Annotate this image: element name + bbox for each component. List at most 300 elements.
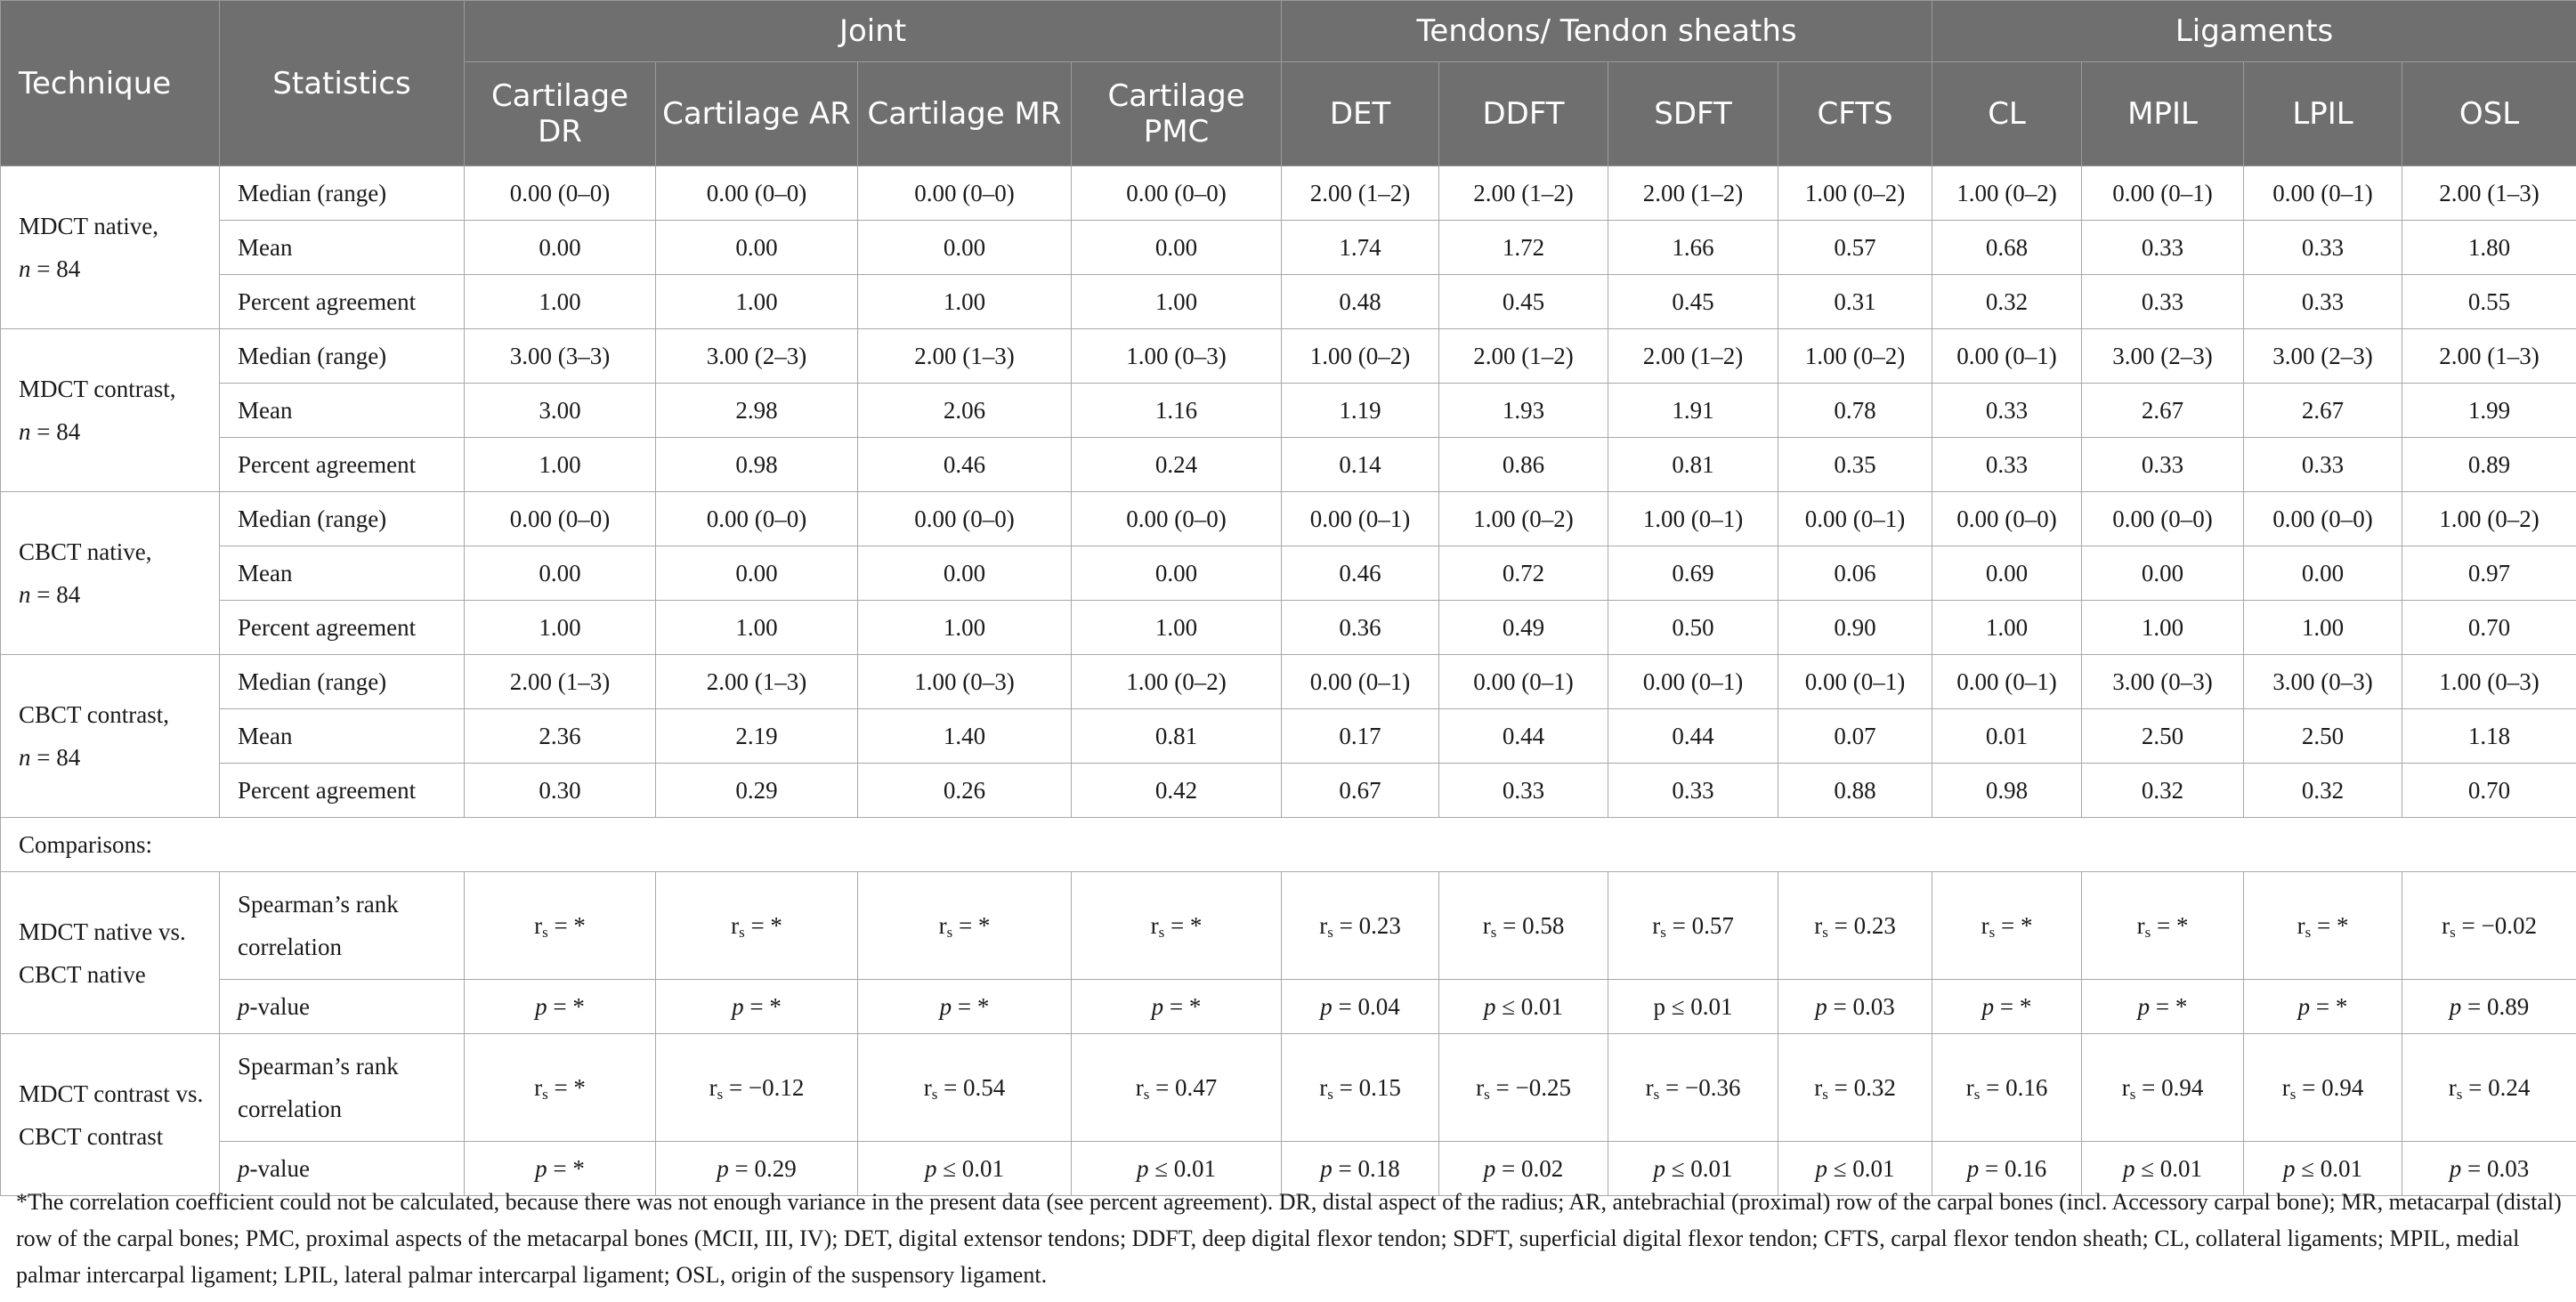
- rs-subscript: s: [1660, 924, 1666, 941]
- data-cell: 0.46: [858, 438, 1072, 492]
- rs-symbol: r: [1482, 912, 1491, 939]
- rs-symbol: r: [534, 912, 543, 939]
- rs-value: = 0.94: [2135, 1074, 2204, 1101]
- technique-label: CBCT contrast,: [19, 701, 170, 728]
- data-cell: 0.98: [1932, 764, 2082, 818]
- rs-value: = 0.58: [1496, 912, 1565, 939]
- statistic-label: Spearman’s rank correlation: [220, 872, 465, 980]
- rs-symbol: r: [2448, 1074, 2457, 1101]
- technique-cell: [1, 329, 220, 492]
- rs-symbol: r: [2121, 1074, 2130, 1101]
- data-cell: 0.45: [1608, 275, 1778, 329]
- statistic-label: [220, 980, 465, 1034]
- data-cell: 0.29: [656, 764, 858, 818]
- p-value-cell: [858, 980, 1072, 1034]
- data-cell: 1.00: [1932, 601, 2082, 655]
- technique-label: MDCT contrast,: [19, 376, 176, 402]
- data-cell: 1.80: [2402, 221, 2576, 275]
- data-cell: 0.78: [1778, 384, 1932, 438]
- rs-subscript: s: [2456, 1086, 2463, 1103]
- data-cell: 1.00: [1072, 601, 1282, 655]
- data-cell: 1.00: [1072, 275, 1282, 329]
- data-cell: 0.50: [1608, 601, 1778, 655]
- data-cell: 0.98: [656, 438, 858, 492]
- data-cell: 0.88: [1778, 764, 1932, 818]
- data-cell: 1.00 (0–2): [1778, 166, 1932, 221]
- data-cell: 1.00: [465, 438, 656, 492]
- correlation-cell: [2082, 1034, 2244, 1142]
- sample-size-value: = 84: [30, 418, 81, 445]
- rs-subscript: s: [739, 924, 745, 941]
- statistic-label: Median (range): [220, 329, 465, 384]
- correlation-cell: [1932, 1034, 2082, 1142]
- correlation-cell: [2244, 872, 2402, 980]
- data-cell: 0.44: [1439, 709, 1608, 764]
- data-cell: 0.07: [1778, 709, 1932, 764]
- data-cell: 1.00: [858, 275, 1072, 329]
- data-cell: 0.33: [2082, 275, 2244, 329]
- data-cell: 0.33: [2082, 221, 2244, 275]
- p-symbol: p: [2122, 1155, 2135, 1182]
- column-header: DET: [1282, 62, 1439, 166]
- rs-subscript: s: [946, 924, 953, 941]
- p-value: = 0.89: [2461, 993, 2530, 1020]
- data-cell: 0.70: [2402, 601, 2576, 655]
- data-cell: 1.00 (0–2): [1778, 329, 1932, 384]
- rs-symbol: r: [1150, 912, 1159, 939]
- statistic-label: Median (range): [220, 655, 465, 709]
- comparisons-row: [1, 818, 2576, 872]
- p-symbol: p: [1483, 993, 1496, 1020]
- data-cell: 2.98: [656, 384, 858, 438]
- data-cell: 3.00 (0–3): [2082, 655, 2244, 709]
- p-symbol: p: [1653, 1155, 1665, 1182]
- table-row: [1, 438, 2576, 492]
- data-cell: 0.00: [858, 546, 1072, 601]
- rs-value: = *: [952, 912, 991, 939]
- data-cell: 1.00 (0–2): [2402, 492, 2576, 546]
- data-cell: 1.00: [2244, 601, 2402, 655]
- data-cell: 1.00 (0–3): [858, 655, 1072, 709]
- rs-value: = *: [2311, 912, 2349, 939]
- rs-subscript: s: [1490, 924, 1497, 941]
- column-header: Cartilage MR: [858, 62, 1072, 166]
- p-value-cell: [2244, 980, 2402, 1034]
- data-cell: 2.50: [2082, 709, 2244, 764]
- column-header: OSL: [2402, 62, 2576, 166]
- data-cell: 3.00: [465, 384, 656, 438]
- p-value-cell: [1072, 980, 1282, 1034]
- column-header: SDFT: [1608, 62, 1778, 166]
- p-symbol: p: [924, 1155, 937, 1182]
- table-row: [1, 221, 2576, 275]
- sample-size-value: = 84: [30, 581, 81, 608]
- data-cell: 2.36: [465, 709, 656, 764]
- data-cell: 0.00: [656, 221, 858, 275]
- sample-size-symbol: n: [19, 744, 31, 771]
- correlation-cell: [858, 872, 1072, 980]
- rs-value: = −0.36: [1659, 1074, 1741, 1101]
- data-cell: 0.00 (0–1): [1778, 655, 1932, 709]
- correlation-cell: [1282, 872, 1439, 980]
- data-cell: 0.32: [2244, 764, 2402, 818]
- data-cell: 0.00 (0–1): [1282, 655, 1439, 709]
- correlation-cell: [2402, 872, 2576, 980]
- rs-value: = 0.57: [1665, 912, 1734, 939]
- data-cell: 0.35: [1778, 438, 1932, 492]
- technique-cell: [1, 655, 220, 818]
- rs-value: = 0.32: [1827, 1074, 1896, 1101]
- data-cell: 0.33: [1932, 384, 2082, 438]
- p-value: = 0.16: [1979, 1155, 2047, 1182]
- data-cell: 2.19: [656, 709, 858, 764]
- data-cell: 0.33: [2244, 275, 2402, 329]
- correlation-cell: [2402, 1034, 2576, 1142]
- p-value: ≤ 0.01: [1665, 993, 1733, 1020]
- rs-subscript: s: [931, 1086, 938, 1103]
- p-value: ≤ 0.01: [1665, 1155, 1733, 1182]
- p-value: ≤ 0.01: [936, 1155, 1005, 1182]
- data-cell: 2.00 (1–2): [1439, 166, 1608, 221]
- technique-label: CBCT native,: [19, 538, 152, 565]
- correlation-cell: [1439, 1034, 1608, 1142]
- table-row: [1, 275, 2576, 329]
- data-cell: 0.00 (0–1): [1778, 492, 1932, 546]
- p-value-cell: [2082, 980, 2244, 1034]
- column-header: LPIL: [2244, 62, 2402, 166]
- data-cell: 0.42: [1072, 764, 1282, 818]
- data-cell: 1.00: [465, 601, 656, 655]
- correlation-cell: [1439, 872, 1608, 980]
- data-cell: 2.00 (1–3): [858, 329, 1072, 384]
- rs-symbol: r: [2442, 912, 2450, 939]
- data-cell: 0.00: [2244, 546, 2402, 601]
- p-value: ≤ 0.01: [2135, 1155, 2203, 1182]
- rs-subscript: s: [1822, 1086, 1828, 1103]
- data-cell: 0.26: [858, 764, 1072, 818]
- header-group-ligaments: Ligaments: [1932, 1, 2576, 62]
- rs-subscript: s: [1653, 1086, 1660, 1103]
- data-cell: 0.57: [1778, 221, 1932, 275]
- data-cell: 1.00 (0–1): [1608, 492, 1778, 546]
- statistic-label: Median (range): [220, 492, 465, 546]
- p-value-cell: [1932, 980, 2082, 1034]
- p-symbol: p: [2137, 993, 2151, 1020]
- p-value-cell: [465, 980, 656, 1034]
- rs-subscript: s: [1143, 1086, 1150, 1103]
- correlation-cell: [1072, 1034, 1282, 1142]
- rs-symbol: r: [1319, 912, 1328, 939]
- data-cell: 0.86: [1439, 438, 1608, 492]
- data-cell: 2.00 (1–2): [1608, 329, 1778, 384]
- rs-symbol: r: [938, 912, 947, 939]
- statistic-label: Mean: [220, 709, 465, 764]
- rs-symbol: r: [534, 1074, 543, 1101]
- table-row: [1, 384, 2576, 438]
- data-cell: 0.81: [1608, 438, 1778, 492]
- header-statistics: Statistics: [220, 1, 465, 166]
- p-value: = *: [547, 1155, 585, 1182]
- rs-value: = 0.15: [1333, 1074, 1401, 1101]
- correlation-cell: [656, 872, 858, 980]
- rs-symbol: r: [1981, 912, 1989, 939]
- data-cell: 0.14: [1282, 438, 1439, 492]
- rs-symbol: r: [923, 1074, 932, 1101]
- table-row: [1, 329, 2576, 384]
- rs-subscript: s: [542, 924, 548, 941]
- data-cell: 0.00: [858, 221, 1072, 275]
- data-cell: 3.00 (2–3): [2082, 329, 2244, 384]
- rs-symbol: r: [1135, 1074, 1144, 1101]
- data-cell: 0.00 (0–0): [656, 166, 858, 221]
- rs-symbol: r: [1814, 912, 1823, 939]
- statistic-label: Percent agreement: [220, 601, 465, 655]
- column-header: Cartilage DR: [465, 62, 656, 166]
- data-cell: 0.68: [1932, 221, 2082, 275]
- rs-symbol: r: [709, 1074, 717, 1101]
- data-cell: 0.90: [1778, 601, 1932, 655]
- data-cell: 0.00: [465, 221, 656, 275]
- correlation-cell: [1778, 872, 1932, 980]
- data-cell: 0.67: [1282, 764, 1439, 818]
- data-cell: 0.45: [1439, 275, 1608, 329]
- data-cell: 1.72: [1439, 221, 1608, 275]
- data-cell: 1.19: [1282, 384, 1439, 438]
- correlation-cell: [656, 1034, 858, 1142]
- rs-subscript: s: [2129, 1086, 2136, 1103]
- rs-value: = −0.12: [723, 1074, 805, 1101]
- data-cell: 1.00: [656, 275, 858, 329]
- data-cell: 0.00 (0–1): [1608, 655, 1778, 709]
- data-cell: 3.00 (2–3): [2244, 329, 2402, 384]
- data-cell: 0.00 (0–1): [1932, 329, 2082, 384]
- p-value: = *: [547, 993, 585, 1020]
- data-cell: 0.00 (0–1): [2082, 166, 2244, 221]
- p-value: ≤ 0.01: [2295, 1155, 2363, 1182]
- data-cell: 0.00 (0–0): [858, 492, 1072, 546]
- data-cell: 0.00 (0–1): [2244, 166, 2402, 221]
- p-symbol: p: [732, 993, 744, 1020]
- data-cell: 1.00 (0–3): [2402, 655, 2576, 709]
- correlation-cell: [858, 1034, 1072, 1142]
- data-cell: 0.00: [2082, 546, 2244, 601]
- rs-value: = −0.02: [2455, 912, 2537, 939]
- data-cell: 0.00 (0–0): [2244, 492, 2402, 546]
- data-cell: 0.00 (0–0): [1072, 492, 1282, 546]
- statistic-label: Mean: [220, 546, 465, 601]
- p-value: = 0.29: [728, 1155, 797, 1182]
- p-value: = *: [1994, 993, 2032, 1020]
- data-cell: 0.72: [1439, 546, 1608, 601]
- technique-label: MDCT native,: [19, 213, 158, 239]
- data-cell: 0.30: [465, 764, 656, 818]
- column-header: CFTS: [1778, 62, 1932, 166]
- data-cell: 2.00 (1–3): [465, 655, 656, 709]
- statistic-label: Median (range): [220, 166, 465, 221]
- data-cell: 0.00 (0–0): [1072, 166, 1282, 221]
- rs-value: = *: [2151, 912, 2189, 939]
- comparison-technique-cell: MDCT contrast vs. CBCT contrast: [1, 1034, 220, 1196]
- data-cell: 0.36: [1282, 601, 1439, 655]
- rs-subscript: s: [1973, 1086, 1981, 1103]
- statistic-label: Mean: [220, 221, 465, 275]
- data-cell: 0.32: [2082, 764, 2244, 818]
- p-value: = 0.04: [1332, 993, 1400, 1020]
- data-cell: 2.00 (1–2): [1282, 166, 1439, 221]
- p-value: = 0.18: [1332, 1155, 1400, 1182]
- p-value-cell: [1439, 980, 1608, 1034]
- p-value: = 0.02: [1495, 1155, 1564, 1182]
- rs-value: = 0.54: [937, 1074, 1006, 1101]
- sample-size-value: = 84: [30, 744, 81, 771]
- rs-value: = *: [547, 1074, 586, 1101]
- rs-subscript: s: [2305, 924, 2312, 941]
- data-cell: 2.50: [2244, 709, 2402, 764]
- data-cell: 1.00 (0–2): [1439, 492, 1608, 546]
- data-cell: 0.00: [656, 546, 858, 601]
- table-row: [1, 1034, 2576, 1142]
- column-header: MPIL: [2082, 62, 2244, 166]
- sample-size-symbol: n: [19, 418, 31, 445]
- rs-symbol: r: [2297, 912, 2305, 939]
- correlation-cell: [2244, 1034, 2402, 1142]
- p-symbol: p: [1981, 993, 1995, 1020]
- data-cell: 1.18: [2402, 709, 2576, 764]
- correlation-cell: [465, 872, 656, 980]
- data-cell: 1.00: [2082, 601, 2244, 655]
- rs-subscript: s: [2450, 924, 2456, 941]
- table-row: [1, 166, 2576, 221]
- data-cell: 2.00 (1–3): [2402, 166, 2576, 221]
- table-header: [1, 1, 2576, 166]
- p-symbol: p: [535, 993, 547, 1020]
- p-symbol: p: [238, 993, 250, 1020]
- rs-symbol: r: [1965, 1074, 1974, 1101]
- data-cell: 0.31: [1778, 275, 1932, 329]
- data-cell: 0.33: [2244, 438, 2402, 492]
- correlation-cell: [1072, 872, 1282, 980]
- data-cell: 0.00 (0–0): [1932, 492, 2082, 546]
- comparison-technique-cell: MDCT native vs. CBCT native: [1, 872, 220, 1034]
- header-group-tendons: Tendons/ Tendon sheaths: [1282, 1, 1932, 62]
- rs-symbol: r: [1645, 1074, 1654, 1101]
- data-cell: 0.44: [1608, 709, 1778, 764]
- statistic-label: Spearman’s rank correlation: [220, 1034, 465, 1142]
- data-cell: 0.00 (0–0): [465, 492, 656, 546]
- data-cell: 0.32: [1932, 275, 2082, 329]
- correlation-cell: [1778, 1034, 1932, 1142]
- column-header: Cartilage AR: [656, 62, 858, 166]
- data-cell: 0.33: [2244, 221, 2402, 275]
- data-cell: 0.00 (0–0): [465, 166, 656, 221]
- p-symbol: p: [238, 1155, 250, 1182]
- data-cell: 0.33: [2082, 438, 2244, 492]
- data-cell: 1.00 (0–3): [1072, 329, 1282, 384]
- data-cell: 0.70: [2402, 764, 2576, 818]
- correlation-cell: [1608, 1034, 1778, 1142]
- rs-subscript: s: [717, 1086, 724, 1103]
- rs-value: = 0.47: [1149, 1074, 1218, 1101]
- rs-symbol: r: [1319, 1074, 1328, 1101]
- column-header: DDFT: [1439, 62, 1608, 166]
- p-symbol: p: [1815, 993, 1827, 1020]
- p-symbol: p: [2449, 993, 2462, 1020]
- data-cell: 0.00 (0–1): [1282, 492, 1439, 546]
- table-row: [1, 546, 2576, 601]
- data-cell: 0.00 (0–0): [858, 166, 1072, 221]
- rs-symbol: r: [731, 912, 740, 939]
- statistic-label: Mean: [220, 384, 465, 438]
- rs-subscript: s: [1989, 924, 1996, 941]
- p-value-cell: [1778, 980, 1932, 1034]
- p-value-cell: [1282, 980, 1439, 1034]
- table-row: [1, 872, 2576, 980]
- correlation-cell: [465, 1034, 656, 1142]
- data-cell: 0.24: [1072, 438, 1282, 492]
- data-cell: 0.46: [1282, 546, 1439, 601]
- p-symbol: p: [939, 993, 952, 1020]
- rs-subscript: s: [1327, 924, 1333, 941]
- p-value: = *: [743, 993, 782, 1020]
- p-value: = *: [1163, 993, 1202, 1020]
- p-value: ≤ 0.01: [1148, 1155, 1217, 1182]
- column-header: Cartilage PMC: [1072, 62, 1282, 166]
- data-cell: 0.33: [1439, 764, 1608, 818]
- data-cell: 3.00 (2–3): [656, 329, 858, 384]
- p-value-cell: [2402, 980, 2576, 1034]
- rs-value: = 0.24: [2462, 1074, 2531, 1101]
- p-symbol: p: [1653, 993, 1665, 1020]
- rs-value: = *: [1164, 912, 1203, 939]
- data-cell: 1.00: [656, 601, 858, 655]
- p-value-cell: [1608, 980, 1778, 1034]
- table-row: [1, 709, 2576, 764]
- data-cell: 0.00: [1072, 546, 1282, 601]
- rs-symbol: r: [1652, 912, 1661, 939]
- rs-value: = 0.23: [1827, 912, 1896, 939]
- column-header: CL: [1932, 62, 2082, 166]
- sample-size-symbol: n: [19, 581, 31, 608]
- rs-subscript: s: [1484, 1086, 1490, 1103]
- data-cell: 2.67: [2082, 384, 2244, 438]
- data-cell: 2.00 (1–2): [1439, 329, 1608, 384]
- correlation-cell: [1282, 1034, 1439, 1142]
- data-cell: 0.00: [1072, 221, 1282, 275]
- data-cell: 1.00 (0–2): [1932, 166, 2082, 221]
- p-value: ≤ 0.01: [1495, 993, 1564, 1020]
- data-cell: 2.67: [2244, 384, 2402, 438]
- data-cell: 0.00 (0–0): [2082, 492, 2244, 546]
- rs-symbol: r: [2281, 1074, 2290, 1101]
- p-value-cell: [656, 980, 858, 1034]
- table-body: [1, 166, 2576, 1196]
- data-cell: 1.00 (0–2): [1072, 655, 1282, 709]
- data-cell: 1.91: [1608, 384, 1778, 438]
- p-value: = 0.03: [2461, 1155, 2530, 1182]
- data-cell: 0.00 (0–1): [1439, 655, 1608, 709]
- data-cell: 1.00: [465, 275, 656, 329]
- statistic-label: Percent agreement: [220, 764, 465, 818]
- data-cell: 0.17: [1282, 709, 1439, 764]
- data-cell: 3.00 (0–3): [2244, 655, 2402, 709]
- rs-value: = *: [744, 912, 782, 939]
- p-symbol: p: [2297, 993, 2311, 1020]
- header-technique: Technique: [1, 1, 220, 166]
- p-symbol: p: [1136, 1155, 1149, 1182]
- data-cell: 0.33: [1932, 438, 2082, 492]
- p-symbol: p: [1966, 1155, 1980, 1182]
- data-cell: 3.00 (3–3): [465, 329, 656, 384]
